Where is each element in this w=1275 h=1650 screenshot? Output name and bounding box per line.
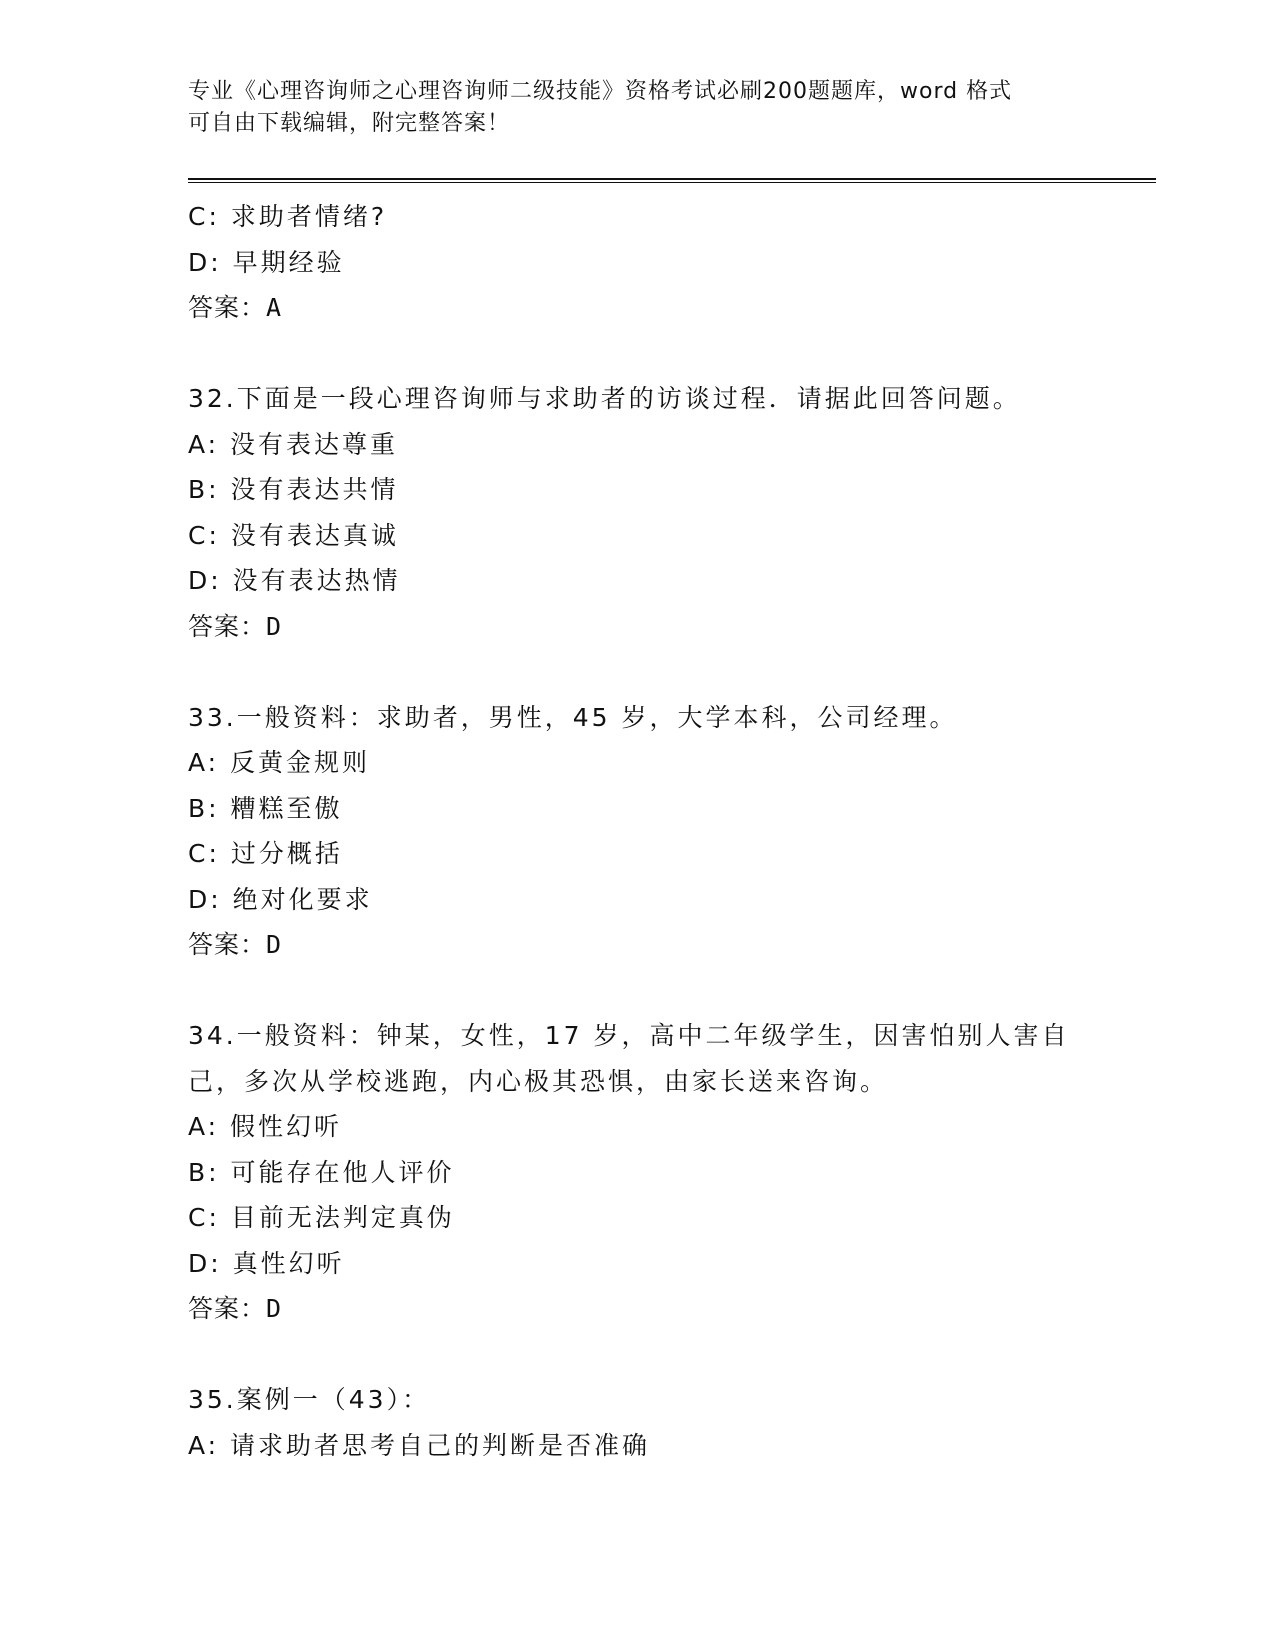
- option-c: C: 目前无法判定真伪: [188, 1203, 455, 1232]
- question-stem: 32.下面是一段心理咨询师与求助者的访谈过程．请据此回答问题。: [188, 384, 1021, 413]
- spacer: [188, 1332, 1088, 1378]
- answer-line: [188, 604, 1088, 650]
- option-d: D: 没有表达热情: [188, 566, 401, 595]
- document-header: [188, 76, 1088, 140]
- option-d: D: 真性幻听: [188, 1248, 345, 1278]
- spacer: [188, 968, 1088, 1014]
- answer-label: 答案：: [188, 1294, 267, 1323]
- question-stem: 33.一般资料：求助者，男性，45 岁，大学本科，公司经理。: [188, 702, 958, 732]
- option-b: B: 糟糕至傲: [188, 793, 343, 823]
- question-32: [188, 376, 1088, 649]
- question-stem: 34.一般资料：钟某，女性，17 岁，高中二年级学生，因害怕别人害自己，多次从学校逃跑，内心极其恐惧，由家长送来咨询。: [188, 1021, 1070, 1096]
- answer-value: D: [266, 930, 283, 959]
- question-35: [188, 1377, 1088, 1468]
- answer-line: [188, 1286, 1088, 1332]
- question-list: [188, 194, 1088, 1468]
- option-a: A: 反黄金规则: [188, 748, 371, 777]
- question-33: [188, 695, 1088, 968]
- answer-value: D: [266, 611, 283, 641]
- header-title-line-1: 专业《心理咨询师之心理咨询师二级技能》资格考试必刷200题题库，word 格式: [188, 79, 1013, 104]
- answer-value: D: [266, 1294, 283, 1323]
- spacer: [188, 649, 1088, 695]
- answer-label: 答案：: [188, 293, 267, 322]
- question-34: [188, 1013, 1088, 1332]
- question-stem: 35.案例一（43）：: [188, 1385, 431, 1414]
- option-d: D: 绝对化要求: [188, 884, 373, 914]
- answer-line: [188, 922, 1088, 968]
- option-b: B: 没有表达共情: [188, 475, 399, 504]
- option-a: A: 没有表达尊重: [188, 429, 399, 459]
- header-title-line-2: 可自由下载编辑，附完整答案！: [188, 111, 511, 136]
- answer-label: 答案：: [188, 930, 267, 959]
- option-d: D: 早期经验: [188, 247, 345, 277]
- option-c: C: 没有表达真诚: [188, 520, 399, 550]
- question-31-continued: [188, 194, 1088, 331]
- option-b: B: 可能存在他人评价: [188, 1157, 455, 1187]
- spacer: [188, 331, 1088, 377]
- header-divider: [188, 178, 1156, 183]
- option-c: C: 过分概括: [188, 839, 343, 868]
- answer-label: 答案：: [188, 611, 267, 641]
- option-c: C: 求助者情绪?: [188, 202, 388, 231]
- option-a: A: 假性幻听: [188, 1112, 343, 1141]
- answer-line: [188, 285, 1088, 331]
- option-a: A: 请求助者思考自己的判断是否准确: [188, 1430, 651, 1460]
- answer-value: A: [266, 293, 283, 322]
